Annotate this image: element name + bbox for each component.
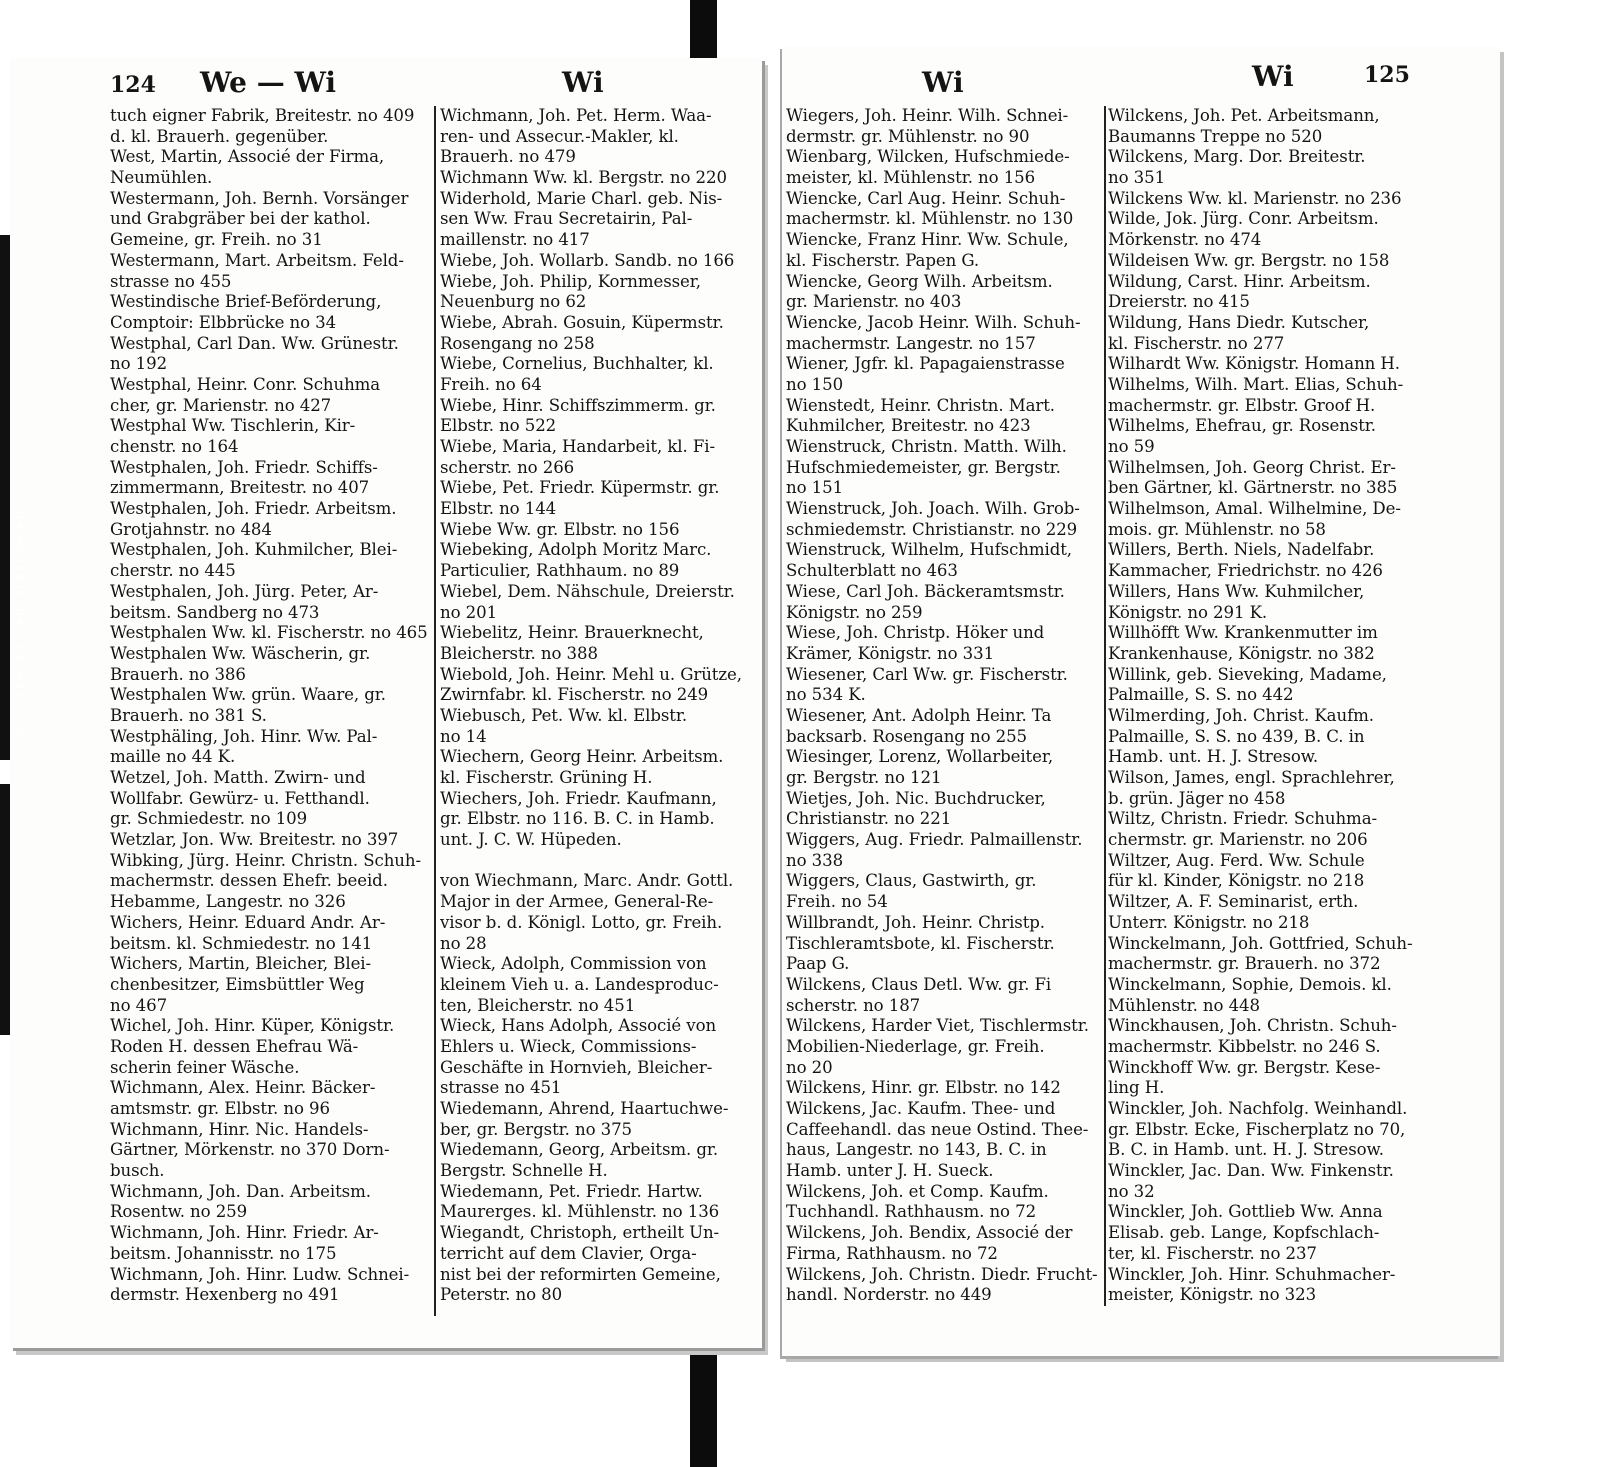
- directory-line: gr. Marienstr. no 403: [786, 292, 962, 312]
- directory-line: Wiebe, Hinr. Schiffszimmerm. gr.: [440, 395, 716, 415]
- right-page-center-letter: Wi: [922, 66, 964, 99]
- directory-line: Winckler, Jac. Dan. Ww. Finkenstr.: [1108, 1161, 1394, 1181]
- left-page-column-1: [110, 106, 432, 1306]
- directory-line: Wichers, Martin, Bleicher, Blei-: [110, 954, 372, 974]
- directory-line: Peterstr. no 80: [440, 1285, 563, 1305]
- left-page-center-letter: Wi: [562, 66, 604, 99]
- directory-line: Wetzel, Joh. Matth. Zwirn- und: [110, 768, 366, 787]
- directory-line: maillenstr. no 417: [440, 230, 590, 250]
- directory-line: Wiebold, Joh. Heinr. Mehl u. Grütze,: [440, 664, 742, 684]
- directory-line: Wiener, Jgfr. kl. Papagaienstrasse: [786, 354, 1065, 374]
- directory-line: Winckler, Joh. Gottlieb Ww. Anna: [1108, 1202, 1383, 1222]
- directory-line: Wiencke, Georg Wilh. Arbeitsm.: [786, 271, 1053, 291]
- directory-line: chenstr. no 164: [110, 437, 239, 456]
- directory-line: Wiggers, Claus, Gastwirth, gr.: [786, 871, 1037, 891]
- directory-line: mois. gr. Mühlenstr. no 58: [1108, 519, 1326, 539]
- directory-line: Wichers, Heinr. Eduard Andr. Ar-: [110, 912, 386, 932]
- directory-line: Roden H. dessen Ehefrau Wä-: [110, 1036, 359, 1056]
- directory-line: sen Ww. Frau Secretairin, Pal-: [440, 209, 693, 229]
- directory-line: Winckler, Joh. Hinr. Schuhmacher-: [1108, 1264, 1396, 1284]
- directory-line: und Grabgräber bei der kathol.: [110, 209, 371, 229]
- directory-line: Wilson, James, engl. Sprachlehrer,: [1108, 768, 1395, 787]
- directory-line: Willhöfft Ww. Krankenmutter im: [1108, 623, 1378, 643]
- directory-line: Wienbarg, Wilcken, Hufschmiede-: [786, 147, 1070, 167]
- directory-line: machermstr. Kibbelstr. no 246 S.: [1108, 1036, 1381, 1056]
- left-column-divider: [434, 106, 436, 1316]
- directory-line: scherstr. no 187: [786, 995, 921, 1015]
- directory-line: Wiedemann, Ahrend, Haartuchwe-: [440, 1099, 729, 1118]
- directory-line: Elisab. geb. Lange, Kopfschlach-: [1108, 1223, 1380, 1243]
- directory-line: Wiedemann, Pet. Friedr. Hartw.: [440, 1181, 703, 1201]
- directory-line: Wilckens, Marg. Dor. Breitestr.: [1108, 147, 1366, 167]
- directory-line: Wiltzer, Aug. Ferd. Ww. Schule: [1108, 850, 1365, 870]
- right-column-divider: [1104, 106, 1106, 1306]
- directory-line: ling H.: [1108, 1078, 1165, 1098]
- directory-line: Hufschmiedemeister, gr. Bergstr.: [786, 457, 1061, 477]
- directory-line: no 20: [786, 1057, 833, 1077]
- directory-line: Freih. no 54: [786, 892, 888, 912]
- directory-line: Wilckens, Harder Viet, Tischlermstr.: [786, 1016, 1089, 1036]
- directory-line: Hebamme, Langestr. no 326: [110, 892, 346, 912]
- directory-line: gr. Elbstr. no 116. B. C. in Hamb.: [440, 809, 715, 829]
- directory-line: Wilde, Jok. Jürg. Conr. Arbeitsm.: [1108, 209, 1379, 229]
- directory-line: Firma, Rathhausm. no 72: [786, 1243, 998, 1263]
- directory-line: Winckler, Joh. Nachfolg. Weinhandl.: [1108, 1099, 1408, 1118]
- directory-line: strasse no 455: [110, 271, 232, 291]
- directory-line: Wilckens, Hinr. gr. Elbstr. no 142: [786, 1078, 1061, 1098]
- directory-line: Westermann, Joh. Bernh. Vorsänger: [110, 188, 409, 208]
- directory-line: Wiencke, Jacob Heinr. Wilh. Schuh-: [786, 312, 1081, 332]
- directory-line: Wietjes, Joh. Nic. Buchdrucker,: [786, 788, 1046, 808]
- directory-line: Brauerh. no 381 S.: [110, 705, 267, 725]
- directory-line: gr. Schmiedestr. no 109: [110, 809, 308, 829]
- directory-line: no 467: [110, 995, 168, 1015]
- directory-line: Wiltzer, A. F. Seminarist, erth.: [1108, 892, 1359, 912]
- directory-line: [440, 851, 756, 872]
- directory-line: tuch eigner Fabrik, Breitestr. no 409: [110, 106, 415, 125]
- directory-line: beitsm. kl. Schmiedestr. no 141: [110, 933, 373, 953]
- directory-line: Wiebe, Pet. Friedr. Küpermstr. gr.: [440, 478, 720, 498]
- directory-line: Königstr. no 291 K.: [1108, 602, 1268, 622]
- directory-line: Wilckens, Joh. Bendix, Associé der: [786, 1223, 1073, 1243]
- directory-line: meister, Königstr. no 323: [1108, 1285, 1317, 1305]
- directory-line: machermstr. Langestr. no 157: [786, 333, 1036, 353]
- directory-line: cherstr. no 445: [110, 561, 236, 581]
- directory-line: Wiegandt, Christoph, ertheilt Un-: [440, 1223, 720, 1243]
- directory-line: ten, Bleicherstr. no 451: [440, 995, 636, 1015]
- directory-line: Wiebe, Joh. Philip, Kornmesser,: [440, 271, 701, 291]
- directory-line: Wilhelmson, Amal. Wilhelmine, De-: [1108, 499, 1401, 519]
- directory-line: Wienstruck, Joh. Joach. Wilh. Grob-: [786, 499, 1080, 519]
- directory-line: Wichmann, Hinr. Nic. Handels-: [110, 1119, 369, 1139]
- directory-line: Caffeehandl. das neue Ostind. Thee-: [786, 1119, 1089, 1139]
- right-page-column-2: [1108, 106, 1420, 1306]
- directory-line: ren- und Assecur.-Makler, kl.: [440, 126, 679, 146]
- directory-line: Wiebe, Cornelius, Buchhalter, kl.: [440, 354, 714, 374]
- directory-line: Mühlenstr. no 448: [1108, 995, 1260, 1015]
- directory-line: Winckhoff Ww. gr. Bergstr. Kese-: [1108, 1057, 1381, 1077]
- directory-line: Westphalen, Joh. Jürg. Peter, Ar-: [110, 581, 379, 601]
- directory-line: no 192: [110, 354, 168, 374]
- right-page: [782, 46, 1500, 1356]
- directory-line: Mobilien-Niederlage, gr. Freih.: [786, 1036, 1045, 1056]
- directory-line: Brauerh. no 479: [440, 147, 576, 167]
- directory-line: Wichmann, Joh. Dan. Arbeitsm.: [110, 1181, 371, 1201]
- directory-line: B. C. in Hamb. unt. H. J. Stresow.: [1108, 1140, 1384, 1160]
- directory-line: d. kl. Brauerh. gegenüber.: [110, 126, 329, 146]
- directory-line: Wilckens Ww. kl. Marienstr. no 236: [1108, 188, 1402, 208]
- directory-line: Krankenhause, Königstr. no 382: [1108, 643, 1375, 663]
- directory-line: Palmaille, S. S. no 439, B. C. in: [1108, 726, 1365, 746]
- directory-line: für kl. Kinder, Königstr. no 218: [1108, 871, 1365, 891]
- directory-line: amtsmstr. gr. Elbstr. no 96: [110, 1099, 330, 1118]
- directory-line: Wiencke, Franz Hinr. Ww. Schule,: [786, 230, 1069, 250]
- directory-line: Freih. no 64: [440, 374, 542, 394]
- directory-line: Wiencke, Carl Aug. Heinr. Schuh-: [786, 188, 1066, 208]
- directory-line: Comptoir: Elbbrücke no 34: [110, 312, 337, 332]
- directory-line: Westphalen Ww. grün. Waare, gr.: [110, 685, 386, 705]
- directory-line: chermstr. gr. Marienstr. no 206: [1108, 830, 1368, 850]
- directory-line: Willbrandt, Joh. Heinr. Christp.: [786, 912, 1045, 932]
- directory-line: Wieck, Adolph, Commission von: [440, 954, 707, 974]
- directory-line: Wiechers, Joh. Friedr. Kaufmann,: [440, 788, 717, 808]
- directory-line: Wichmann, Joh. Hinr. Ludw. Schnei-: [110, 1264, 410, 1284]
- directory-line: busch.: [110, 1161, 165, 1181]
- left-page-range: We — Wi: [200, 66, 337, 99]
- directory-line: no 201: [440, 602, 498, 622]
- directory-line: Christianstr. no 221: [786, 809, 952, 829]
- directory-line: handl. Norderstr. no 449: [786, 1285, 992, 1305]
- directory-line: Wiebeking, Adolph Moritz Marc.: [440, 540, 712, 560]
- directory-line: no 28: [440, 933, 487, 953]
- directory-line: Wiebe, Joh. Wollarb. Sandb. no 166: [440, 250, 735, 270]
- directory-line: Elbstr. no 144: [440, 499, 557, 519]
- right-page-column-1: [786, 106, 1102, 1306]
- directory-line: Wiebe Ww. gr. Elbstr. no 156: [440, 519, 680, 539]
- directory-line: scherstr. no 266: [440, 457, 575, 477]
- directory-line: gr. Bergstr. no 121: [786, 768, 942, 787]
- directory-line: Wilhelms, Wilh. Mart. Elias, Schuh-: [1108, 374, 1404, 394]
- directory-line: Westphalen, Joh. Friedr. Arbeitsm.: [110, 499, 397, 519]
- directory-line: machermstr. kl. Mühlenstr. no 130: [786, 209, 1074, 229]
- directory-line: Wiese, Carl Joh. Bäckeramtsmstr.: [786, 581, 1065, 601]
- directory-line: gr. Elbstr. Ecke, Fischerplatz no 70,: [1108, 1119, 1406, 1139]
- directory-line: Kammacher, Friedrichstr. no 426: [1108, 561, 1383, 581]
- directory-line: Schulterblatt no 463: [786, 561, 958, 581]
- directory-line: Wibking, Jürg. Heinr. Christn. Schuh-: [110, 850, 421, 870]
- directory-line: beitsm. Sandberg no 473: [110, 602, 320, 622]
- directory-line: Westphalen, Joh. Kuhmilcher, Blei-: [110, 540, 398, 560]
- directory-line: visor b. d. Königl. Lotto, gr. Freih.: [440, 912, 723, 932]
- directory-line: Wilhelms, Ehefrau, gr. Rosenstr.: [1108, 416, 1376, 436]
- directory-line: Mörkenstr. no 474: [1108, 230, 1262, 250]
- directory-line: Ehlers u. Wieck, Commissions-: [440, 1036, 697, 1056]
- directory-line: Wichmann, Alex. Heinr. Bäcker-: [110, 1078, 376, 1098]
- directory-line: chenbesitzer, Eimsbüttler Weg: [110, 974, 365, 994]
- directory-line: Rosengang no 258: [440, 333, 595, 353]
- directory-line: Winckelmann, Joh. Gottfried, Schuh-: [1108, 933, 1413, 953]
- directory-line: Wilckens, Joh. Christn. Diedr. Frucht-: [786, 1264, 1098, 1284]
- directory-line: Wiebe, Abrah. Gosuin, Küpermstr.: [440, 312, 724, 332]
- directory-line: no 150: [786, 374, 844, 394]
- directory-line: Winckhausen, Joh. Christn. Schuh-: [1108, 1016, 1397, 1036]
- directory-line: meister, kl. Mühlenstr. no 156: [786, 168, 1036, 188]
- directory-line: Rosentw. no 259: [110, 1202, 248, 1222]
- directory-line: Westphalen Ww. Wäscherin, gr.: [110, 643, 371, 663]
- directory-line: Wichel, Joh. Hinr. Küper, Königstr.: [110, 1016, 395, 1036]
- directory-line: kl. Fischerstr. Grüning H.: [440, 768, 653, 787]
- directory-line: beitsm. Johannisstr. no 175: [110, 1243, 337, 1263]
- directory-line: Wienstedt, Heinr. Christn. Mart.: [786, 395, 1055, 415]
- directory-line: ber, gr. Bergstr. no 375: [440, 1119, 633, 1139]
- directory-line: Königstr. no 259: [786, 602, 923, 622]
- directory-line: Hamb. unter J. H. Sueck.: [786, 1161, 994, 1181]
- directory-line: Wilmerding, Joh. Christ. Kaufm.: [1108, 705, 1374, 725]
- directory-line: strasse no 451: [440, 1078, 562, 1098]
- left-page-number: 124: [110, 72, 156, 98]
- directory-line: Widerhold, Marie Charl. geb. Nis-: [440, 188, 723, 208]
- directory-line: unt. J. C. W. Hüpeden.: [440, 830, 622, 850]
- directory-line: Krämer, Königstr. no 331: [786, 643, 995, 663]
- directory-line: machermstr. gr. Elbstr. Groof H.: [1108, 395, 1376, 415]
- directory-line: Wiebelitz, Heinr. Brauerknecht,: [440, 623, 704, 643]
- directory-line: Maurerges. kl. Mühlenstr. no 136: [440, 1202, 720, 1222]
- directory-line: no 351: [1108, 168, 1166, 188]
- directory-line: Westphalen Ww. kl. Fischerstr. no 465: [110, 623, 428, 643]
- directory-line: machermstr. gr. Brauerh. no 372: [1108, 954, 1381, 974]
- directory-line: nist bei der reformirten Gemeine,: [440, 1264, 721, 1284]
- directory-line: Westindische Brief-Beförderung,: [110, 292, 382, 312]
- directory-line: Wiebusch, Pet. Ww. kl. Elbstr.: [440, 705, 688, 725]
- directory-line: Wichmann Ww. kl. Bergstr. no 220: [440, 168, 727, 188]
- directory-line: Wiesener, Carl Ww. gr. Fischerstr.: [786, 664, 1068, 684]
- directory-line: Particulier, Rathhaum. no 89: [440, 561, 680, 581]
- directory-line: Dreierstr. no 415: [1108, 292, 1250, 312]
- directory-line: Tuchhandl. Rathhausm. no 72: [786, 1202, 1037, 1222]
- directory-line: backsarb. Rosengang no 255: [786, 726, 1028, 746]
- directory-line: kleinem Vieh u. a. Landesproduc-: [440, 974, 719, 994]
- directory-line: Wollfabr. Gewürz- u. Fetthandl.: [110, 788, 370, 808]
- directory-line: Wieck, Hans Adolph, Associé von: [440, 1016, 717, 1036]
- left-page-column-2: [440, 106, 756, 1306]
- directory-line: Wiggers, Aug. Friedr. Palmaillenstr.: [786, 830, 1083, 850]
- directory-line: Wichmann, Joh. Hinr. Friedr. Ar-: [110, 1223, 379, 1243]
- directory-line: terricht auf dem Clavier, Orga-: [440, 1243, 697, 1263]
- directory-line: no 151: [786, 478, 844, 498]
- directory-line: Major in der Armee, General-Re-: [440, 892, 714, 912]
- directory-line: Westphal, Heinr. Conr. Schuhma: [110, 374, 381, 394]
- directory-line: Wilckens, Jac. Kaufm. Thee- und: [786, 1099, 1056, 1118]
- directory-line: Elbstr. no 522: [440, 416, 557, 436]
- directory-line: Neumühlen.: [110, 168, 213, 188]
- directory-line: no 32: [1108, 1181, 1155, 1201]
- directory-line: machermstr. dessen Ehefr. beeid.: [110, 871, 388, 891]
- directory-line: Westermann, Mart. Arbeitsm. Feld-: [110, 250, 404, 270]
- directory-line: Unterr. Königstr. no 218: [1108, 912, 1310, 932]
- directory-line: Hamb. unt. H. J. Stresow.: [1108, 747, 1319, 767]
- directory-line: Wiesinger, Lorenz, Wollarbeiter,: [786, 747, 1054, 767]
- directory-line: Gärtner, Mörkenstr. no 370 Dorn-: [110, 1140, 390, 1160]
- directory-line: Wiesener, Ant. Adolph Heinr. Ta: [786, 705, 1052, 725]
- directory-line: Baumanns Treppe no 520: [1108, 126, 1323, 146]
- directory-line: Wiechern, Georg Heinr. Arbeitsm.: [440, 747, 724, 767]
- directory-line: Bleicherstr. no 388: [440, 643, 598, 663]
- directory-line: Zwirnfabr. kl. Fischerstr. no 249: [440, 685, 709, 705]
- right-page-number: 125: [1364, 62, 1410, 88]
- directory-line: cher, gr. Marienstr. no 427: [110, 395, 332, 415]
- directory-line: Wildeisen Ww. gr. Bergstr. no 158: [1108, 250, 1390, 270]
- directory-line: Westphäling, Joh. Hinr. Ww. Pal-: [110, 726, 378, 746]
- directory-line: ben Gärtner, kl. Gärtnerstr. no 385: [1108, 478, 1398, 498]
- directory-line: maille no 44 K.: [110, 747, 236, 767]
- directory-line: Westphal, Carl Dan. Ww. Grünestr.: [110, 333, 399, 353]
- directory-line: Wetzlar, Jon. Ww. Breitestr. no 397: [110, 830, 399, 850]
- directory-line: no 338: [786, 850, 844, 870]
- directory-line: dermstr. gr. Mühlenstr. no 90: [786, 126, 1030, 146]
- directory-line: zimmermann, Breitestr. no 407: [110, 478, 370, 498]
- directory-line: b. grün. Jäger no 458: [1108, 788, 1286, 808]
- directory-line: Wiebe, Maria, Handarbeit, kl. Fi-: [440, 437, 715, 456]
- directory-line: schmiedemstr. Christianstr. no 229: [786, 519, 1078, 539]
- left-page: [10, 58, 762, 1348]
- directory-line: kl. Fischerstr. Papen G.: [786, 250, 980, 270]
- right-page-range: Wi: [1252, 60, 1294, 93]
- directory-line: Willink, geb. Sieveking, Madame,: [1108, 664, 1387, 684]
- directory-line: scherin feiner Wäsche.: [110, 1057, 300, 1077]
- directory-line: Wilckens, Joh. Pet. Arbeitsmann,: [1108, 106, 1380, 125]
- directory-line: dermstr. Hexenberg no 491: [110, 1285, 340, 1305]
- directory-line: Wildung, Hans Diedr. Kutscher,: [1108, 312, 1370, 332]
- directory-line: haus, Langestr. no 143, B. C. in: [786, 1140, 1047, 1160]
- directory-line: Westphalen, Joh. Friedr. Schiffs-: [110, 457, 378, 477]
- directory-line: Wichmann, Joh. Pet. Herm. Waa-: [440, 106, 712, 125]
- directory-line: Willers, Berth. Niels, Nadelfabr.: [1108, 540, 1375, 560]
- directory-line: Grotjahnstr. no 484: [110, 519, 272, 539]
- directory-line: Kuhmilcher, Breitestr. no 423: [786, 416, 1031, 436]
- directory-line: Neuenburg no 62: [440, 292, 587, 312]
- directory-line: Wienstruck, Christn. Matth. Wilh.: [786, 437, 1067, 456]
- directory-line: Wiese, Joh. Christp. Höker und: [786, 623, 1045, 643]
- directory-line: Wiedemann, Georg, Arbeitsm. gr.: [440, 1140, 719, 1160]
- directory-line: Westphal Ww. Tischlerin, Kir-: [110, 416, 356, 436]
- directory-line: Gemeine, gr. Freih. no 31: [110, 230, 323, 250]
- directory-line: Wilhelmsen, Joh. Georg Christ. Er-: [1108, 457, 1396, 477]
- directory-line: Wienstruck, Wilhelm, Hufschmidt,: [786, 540, 1072, 560]
- directory-line: Wilckens, Claus Detl. Ww. gr. Fi: [786, 974, 1052, 994]
- edge-title-text: Hamburgisches Adressbuch: [14, 511, 26, 740]
- directory-line: West, Martin, Associé der Firma,: [110, 147, 385, 167]
- directory-line: Palmaille, S. S. no 442: [1108, 685, 1294, 705]
- directory-line: Willers, Hans Ww. Kuhmilcher,: [1108, 581, 1365, 601]
- directory-line: Brauerh. no 386: [110, 664, 246, 684]
- directory-line: no 534 K.: [786, 685, 866, 705]
- directory-line: von Wiechmann, Marc. Andr. Gottl.: [440, 871, 734, 891]
- directory-line: Geschäfte in Hornvieh, Bleicher-: [440, 1057, 713, 1077]
- directory-line: Bergstr. Schnelle H.: [440, 1161, 608, 1181]
- directory-line: Wiltz, Christn. Friedr. Schuhma-: [1108, 809, 1377, 829]
- directory-line: Wiebel, Dem. Nähschule, Dreierstr.: [440, 581, 735, 601]
- directory-line: Winckelmann, Sophie, Demois. kl.: [1108, 974, 1392, 994]
- directory-line: kl. Fischerstr. no 277: [1108, 333, 1285, 353]
- directory-line: Wildung, Carst. Hinr. Arbeitsm.: [1108, 271, 1371, 291]
- directory-line: no 59: [1108, 437, 1155, 456]
- directory-line: Wiegers, Joh. Heinr. Wilh. Schnei-: [786, 106, 1069, 125]
- directory-line: Tischleramtsbote, kl. Fischerstr.: [786, 933, 1055, 953]
- directory-line: Wilckens, Joh. et Comp. Kaufm.: [786, 1181, 1049, 1201]
- directory-line: Paap G.: [786, 954, 850, 974]
- directory-line: Wilhardt Ww. Königstr. Homann H.: [1108, 354, 1400, 374]
- directory-line: no 14: [440, 726, 487, 746]
- directory-line: ter, kl. Fischerstr. no 237: [1108, 1243, 1317, 1263]
